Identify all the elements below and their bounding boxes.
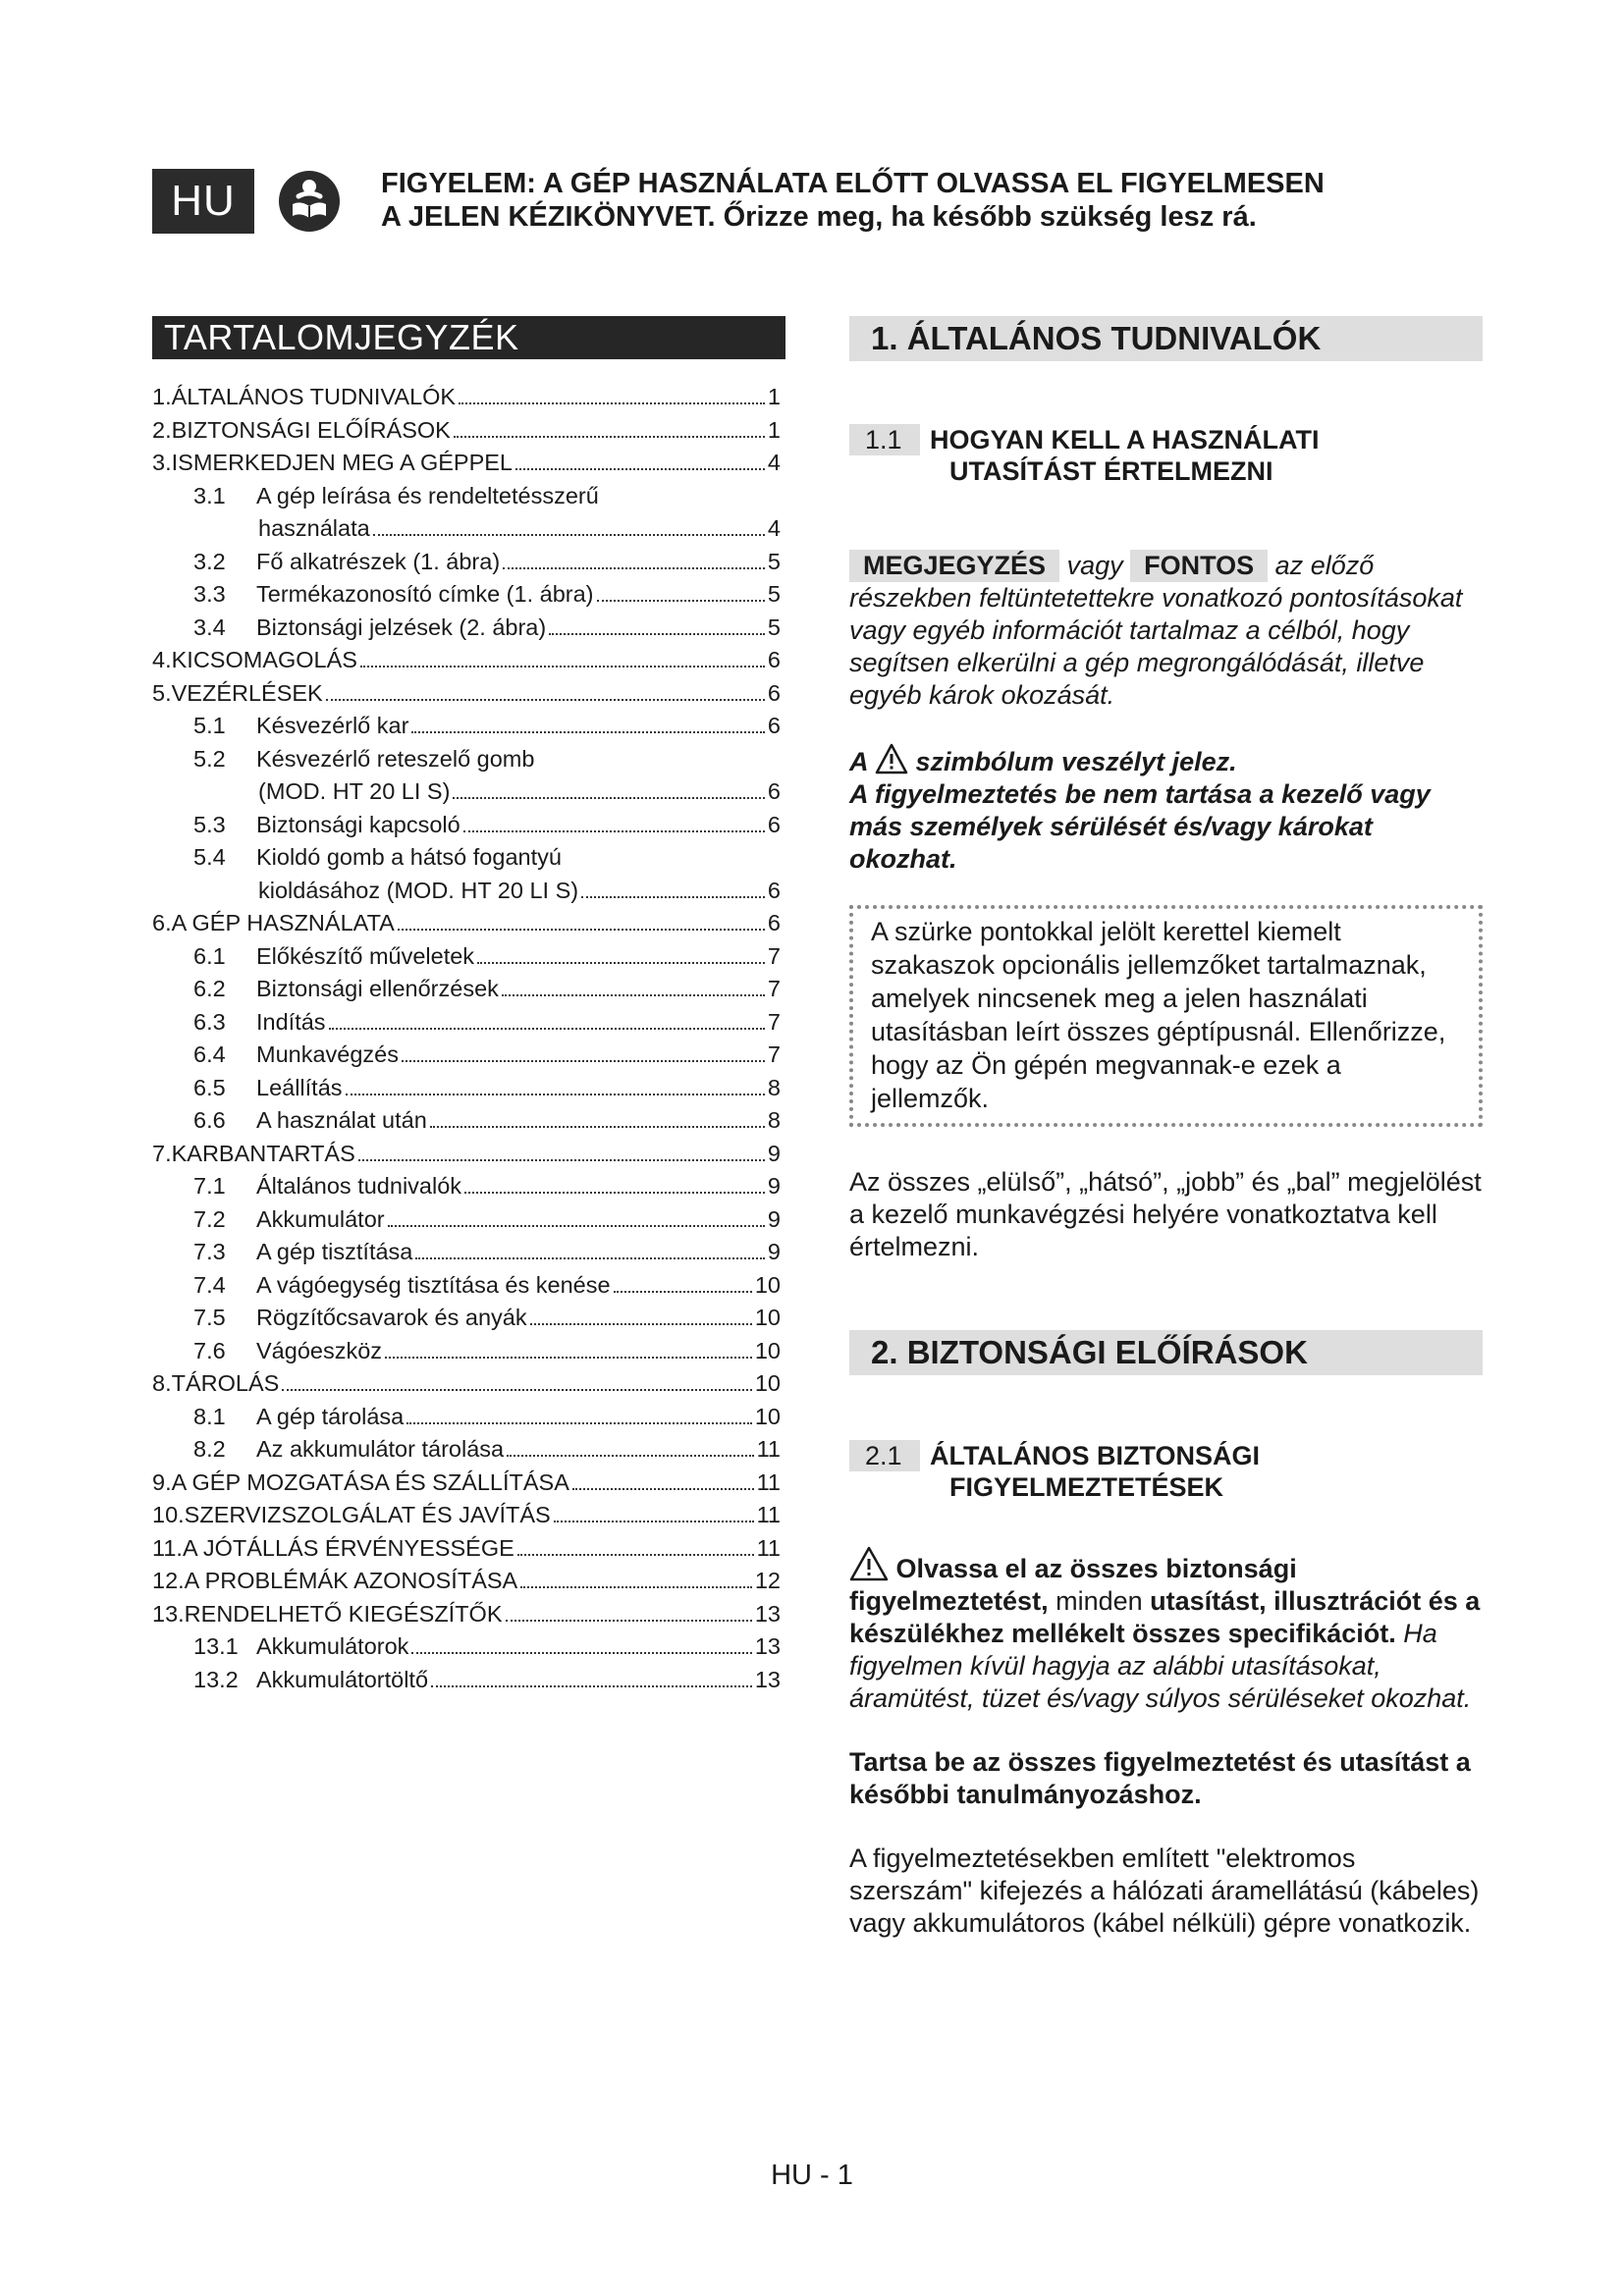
toc-label: A GÉP HASZNÁLATA [171, 910, 395, 935]
toc-label: VEZÉRLÉSEK [171, 679, 323, 706]
toc-row [152, 1138, 781, 1171]
toc-row [152, 1203, 781, 1237]
toc-leader-dots [398, 929, 765, 931]
toc-row [152, 1630, 781, 1664]
toc-page-number: 13 [754, 1666, 781, 1692]
toc-row [152, 1532, 781, 1566]
toc-leader-dots [530, 1323, 752, 1325]
toc-row [152, 1433, 781, 1467]
toc-label: Biztonsági ellenőrzések [256, 976, 499, 1001]
toc-page-number: 8 [767, 1074, 781, 1100]
toc-number: 13. [152, 1600, 185, 1627]
toc-title: TARTALOMJEGYZÉK [152, 316, 785, 359]
toc-page-number: 6 [767, 811, 781, 837]
toc-number: 5.3 [193, 811, 226, 837]
toc-row [152, 1598, 781, 1631]
subsection-title-line-1: ÁLTALÁNOS BIZTONSÁGI [930, 1441, 1260, 1470]
warn-normal-1: minden [1048, 1586, 1151, 1616]
toc-leader-dots [502, 994, 765, 996]
toc-page-number: 9 [767, 1173, 781, 1199]
toc-row [152, 1335, 781, 1368]
toc-page-number: 6 [767, 679, 781, 706]
note-tag: MEGJEGYZÉS [849, 550, 1059, 582]
power-tool-paragraph: A figyelmeztetésekben említett "elektromos szerszám" kifejezés a hálózati áramellátású (kábeles) vagy akkumulátoros (kábel nélküli) gépre vonatkozik. [849, 1843, 1480, 1938]
toc-label: A gép tisztítása [256, 1239, 413, 1264]
toc-label: A vágóegység tisztítása és kenése [256, 1271, 611, 1298]
note-text: előző részekben feltüntetettekre vonatkozó pontosításokat vagy egyéb információt tartalmaz a célból, hogy segítsen elkerülni a gép megrongálódását, illetve egyéb károk okozását. [849, 551, 1463, 710]
safety-warning-paragraph [849, 1546, 1483, 1715]
toc-page-number: 12 [754, 1568, 781, 1593]
toc-row [152, 612, 781, 645]
toc-page-number: 11 [756, 1468, 781, 1495]
toc-number: 7.6 [193, 1337, 226, 1363]
toc-number: 1. [152, 384, 172, 409]
header-warning [381, 167, 1461, 234]
toc-row [152, 841, 781, 875]
toc-label: BIZTONSÁGI ELŐÍRÁSOK [171, 416, 451, 443]
toc-number: 7.4 [193, 1271, 226, 1298]
toc-page-number: 6 [767, 778, 781, 804]
toc-row [152, 677, 781, 711]
toc-label: Előkészítő műveletek [256, 942, 475, 969]
toc-row [152, 546, 781, 579]
toc-number: 7.1 [193, 1173, 226, 1199]
toc-number: 10. [152, 1502, 185, 1527]
warn-bold-1: Olvassa el az összes biztonsági figyelmeztetést, [849, 1554, 1297, 1616]
section-2-title: 2. BIZTONSÁGI ELŐÍRÁSOK [849, 1330, 1483, 1375]
toc-row [152, 973, 781, 1006]
toc-leader-dots [459, 402, 765, 404]
toc-leader-dots [554, 1521, 754, 1522]
section-1-title: 1. ÁLTALÁNOS TUDNIVALÓK [849, 316, 1483, 361]
warning-text: A figyelmeztetés be nem tartása a kezelő vagy más személyek sérülését és/vagy károkat okozhat. [849, 779, 1431, 874]
toc-label: Munkavégzés [256, 1041, 399, 1067]
toc-row [152, 1039, 781, 1072]
toc-number: 3.3 [193, 581, 226, 607]
toc-number: 3.1 [193, 482, 226, 508]
toc-label: használata [258, 515, 370, 541]
toc-number: 3. [152, 450, 172, 475]
toc-page-number: 10 [754, 1337, 781, 1363]
toc-number: 6.3 [193, 1008, 226, 1035]
warn-italic: Ha figyelmen kívül hagyja az alábbi utasításokat, áramütést, tüzet és/vagy súlyos sérüléseket okozhat. [849, 1619, 1472, 1713]
toc-row [152, 1170, 781, 1203]
direction-paragraph: Az összes „elülső”, „hátsó”, „jobb” és „bal” megjelölést a kezelő munkavégzési helyére vonatkoztatva kell értelmezni. [849, 1167, 1482, 1261]
toc-leader-dots [477, 962, 765, 964]
important-tag: FONTOS [1130, 550, 1268, 582]
toc-number: 7.2 [193, 1205, 226, 1232]
toc-label: KICSOMAGOLÁS [171, 647, 357, 672]
toc-row [152, 1467, 781, 1500]
header-line-1: FIGYELEM: A GÉP HASZNÁLATA ELŐTT OLVASSA EL FIGYELMESEN [381, 168, 1325, 199]
toc-row [152, 1072, 781, 1105]
toc-leader-dots [402, 1060, 765, 1062]
toc-page-number: 7 [767, 976, 781, 1001]
toc-page-number: 6 [767, 647, 781, 672]
subsection-title-line-2: UTASÍTÁST ÉRTELMEZNI [949, 456, 1273, 486]
toc-label: Kioldó gomb a hátsó fogantyú [256, 844, 562, 870]
toc-label: TÁROLÁS [171, 1370, 280, 1396]
vagy-text: vagy [1066, 551, 1123, 580]
toc-number: 7. [152, 1140, 172, 1166]
language-badge: HU [152, 169, 254, 234]
toc-label: ISMERKEDJEN MEG A GÉPPEL [171, 450, 513, 475]
toc-page-number: 1 [767, 384, 781, 409]
toc-label: A PROBLÉMÁK AZONOSÍTÁSA [184, 1568, 518, 1593]
toc-leader-dots [572, 1488, 754, 1490]
warn-bold-2: utasítást, illusztrációt és a készülékhez mellékelt összes specifikációt. [849, 1586, 1481, 1648]
toc-page-number: 9 [767, 1239, 781, 1264]
toc-leader-dots [581, 896, 765, 898]
toc-number: 12. [152, 1568, 185, 1593]
toc-row [152, 447, 781, 480]
toc-page-number: 11 [756, 1502, 781, 1527]
toc-page-number: 7 [767, 942, 781, 969]
toc-label: A használat után [256, 1107, 427, 1133]
toc-label: Fő alkatrészek (1. ábra) [256, 548, 501, 574]
toc-row [152, 1401, 781, 1434]
toc-row [152, 743, 781, 776]
optional-features-box [849, 905, 1483, 1127]
toc-page-number: 7 [767, 1041, 781, 1067]
optional-features-text: A szürke pontokkal jelölt kerettel kiemelt szakaszok opcionális jellemzőket tartalmaznak, amelyek nincsenek meg a jelen használati utasításban leírt összes géptípusnál. Ellenőrizze, hogy az Ön gépén megvannak-e ezek a jellemzők. [871, 917, 1446, 1113]
toc-row [152, 907, 781, 940]
toc-number: 2. [152, 416, 172, 443]
toc-leader-dots [360, 666, 765, 667]
toc-number: 6.5 [193, 1074, 226, 1100]
subsection-number: 2.1 [849, 1440, 920, 1471]
toc-row [152, 940, 781, 974]
toc-number: 5.2 [193, 745, 226, 772]
toc-page-number: 10 [754, 1305, 781, 1330]
toc-number: 6.6 [193, 1107, 226, 1133]
toc-label: Termékazonosító címke (1. ábra) [256, 581, 594, 607]
toc-row [152, 1104, 781, 1138]
toc-label: ÁLTALÁNOS TUDNIVALÓK [171, 384, 457, 409]
toc-row [152, 1236, 781, 1269]
toc-leader-dots [326, 699, 765, 701]
toc-label: Késvezérlő reteszelő gomb [256, 745, 535, 772]
toc-label: A gép tárolása [256, 1403, 405, 1429]
toc-number: 6.2 [193, 976, 226, 1001]
toc-leader-dots [503, 567, 765, 569]
toc-label: Vágóeszköz [256, 1337, 383, 1363]
toc-leader-dots [506, 1620, 752, 1622]
toc-number: 6.1 [193, 942, 226, 969]
toc-number: 7.3 [193, 1239, 226, 1264]
toc-number: 5.4 [193, 844, 226, 870]
toc-leader-dots [411, 1652, 751, 1654]
toc-leader-dots [431, 1685, 752, 1687]
toc-row [152, 775, 781, 809]
toc-label: Biztonsági jelzések (2. ábra) [256, 614, 547, 640]
right-column [849, 316, 1483, 1940]
toc-leader-dots [388, 1225, 765, 1227]
toc-page-number: 11 [756, 1436, 781, 1462]
toc-leader-dots [597, 600, 765, 602]
toc-label: (MOD. HT 20 LI S) [258, 778, 451, 804]
warning-symbol-text: szimbólum veszélyt jelez. [915, 747, 1237, 776]
toc-leader-dots [507, 1455, 754, 1457]
toc-row [152, 1499, 781, 1532]
toc-number: 8. [152, 1370, 172, 1396]
subsection-number: 1.1 [849, 424, 920, 455]
toc-leader-dots [358, 1159, 765, 1161]
toc-label: kioldásához (MOD. HT 20 LI S) [258, 877, 579, 903]
toc-row [152, 381, 781, 414]
toc-number: 8.1 [193, 1403, 226, 1429]
toc-row [152, 1367, 781, 1401]
toc-label: Akkumulátortöltő [256, 1666, 429, 1692]
toc-row [152, 578, 781, 612]
toc-number: 5. [152, 679, 172, 706]
toc-leader-dots [282, 1389, 752, 1391]
toc-label: KARBANTARTÁS [171, 1140, 355, 1166]
toc-number: 5.1 [193, 713, 226, 738]
toc-page-number: 10 [754, 1271, 781, 1298]
toc-row [152, 512, 781, 546]
toc-number: 13.1 [193, 1633, 239, 1659]
toc-row [152, 1565, 781, 1598]
toc-row [152, 875, 781, 908]
toc-leader-dots [415, 1257, 765, 1259]
toc-row [152, 1269, 781, 1303]
toc-row [152, 710, 781, 743]
toc-leader-dots [373, 534, 765, 536]
az-text: az [1274, 551, 1304, 580]
toc-label: Rögzítőcsavarok és anyák [256, 1305, 527, 1330]
subsection-title-line-2: FIGYELMEZTETÉSEK [949, 1472, 1224, 1502]
toc-leader-dots [520, 1586, 752, 1588]
read-manual-icon [277, 169, 342, 234]
toc-page-number: 5 [767, 548, 781, 574]
toc-row [152, 414, 781, 448]
toc-leader-dots [517, 1554, 754, 1556]
toc-leader-dots [453, 797, 764, 799]
toc-label: Akkumulátorok [256, 1633, 409, 1659]
toc-label: A GÉP MOZGATÁSA ÉS SZÁLLÍTÁSA [171, 1468, 569, 1495]
toc-label: Biztonsági kapcsoló [256, 811, 460, 837]
toc-number: 13.2 [193, 1666, 239, 1692]
header-line-2: A JELEN KÉZIKÖNYVET. Őrizze meg, ha később szükség lesz rá. [381, 201, 1257, 233]
toc-leader-dots [614, 1291, 752, 1293]
note-paragraph [849, 550, 1483, 712]
toc-page-number: 9 [767, 1140, 781, 1166]
toc-page-number: 9 [767, 1205, 781, 1232]
toc-leader-dots [463, 830, 765, 832]
toc-label: RENDELHETŐ KIEGÉSZÍTŐK [184, 1600, 503, 1627]
toc-label: Leállítás [256, 1074, 343, 1100]
table-of-contents [152, 381, 781, 1696]
toc-row [152, 480, 781, 513]
toc-number: 7.5 [193, 1305, 226, 1330]
subsection-title-line-1: HOGYAN KELL A HASZNÁLATI [930, 425, 1320, 454]
warning-a: A [849, 747, 868, 776]
toc-page-number: 8 [767, 1107, 781, 1133]
toc-number: 11. [152, 1534, 183, 1561]
toc-leader-dots [430, 1126, 765, 1128]
toc-page-number: 4 [767, 450, 781, 475]
toc-page-number: 13 [754, 1633, 781, 1659]
toc-row [152, 1302, 781, 1335]
toc-page-number: 6 [767, 910, 781, 935]
toc-leader-dots [346, 1094, 765, 1095]
toc-number: 3.4 [193, 614, 226, 640]
toc-label: A gép leírása és rendeltetésszerű [256, 482, 599, 508]
toc-page-number: 5 [767, 581, 781, 607]
warning-paragraph [849, 743, 1483, 876]
toc-leader-dots [385, 1357, 752, 1359]
toc-page-number: 1 [767, 416, 781, 443]
toc-leader-dots [515, 468, 765, 470]
toc-number: 6. [152, 910, 172, 935]
toc-page-number: 10 [754, 1403, 781, 1429]
page-number: HU - 1 [771, 2160, 853, 2191]
toc-row [152, 1664, 781, 1697]
toc-number: 9. [152, 1468, 172, 1495]
warning-triangle-icon [849, 1546, 889, 1581]
toc-number: 8.2 [193, 1436, 226, 1462]
toc-label: Az akkumulátor tárolása [256, 1436, 505, 1462]
toc-page-number: 4 [767, 515, 781, 541]
toc-page-number: 5 [767, 614, 781, 640]
toc-leader-dots [411, 731, 764, 733]
toc-leader-dots [329, 1028, 765, 1030]
toc-label: A JÓTÁLLÁS ÉRVÉNYESSÉGE [182, 1534, 514, 1561]
toc-page-number: 6 [767, 713, 781, 738]
toc-number: 4. [152, 647, 172, 672]
toc-page-number: 6 [767, 877, 781, 903]
toc-row [152, 809, 781, 842]
toc-label: Általános tudnivalók [256, 1173, 462, 1199]
toc-number: 3.2 [193, 548, 226, 574]
toc-label: SZERVIZSZOLGÁLAT ÉS JAVÍTÁS [184, 1502, 551, 1527]
toc-page-number: 13 [754, 1600, 781, 1627]
toc-label: Késvezérlő kar [256, 713, 409, 738]
toc-leader-dots [549, 633, 765, 635]
toc-row [152, 644, 781, 677]
toc-leader-dots [454, 436, 765, 438]
toc-page-number: 10 [754, 1370, 781, 1396]
toc-row [152, 1006, 781, 1040]
toc-number: 6.4 [193, 1041, 226, 1067]
keep-instructions-paragraph: Tartsa be az összes figyelmeztetést és utasítást a későbbi tanulmányozáshoz. [849, 1747, 1471, 1809]
toc-leader-dots [406, 1422, 752, 1424]
toc-page-number: 11 [756, 1534, 781, 1561]
toc-leader-dots [464, 1192, 765, 1194]
subsection-2-1-title [849, 1440, 1483, 1503]
subsection-1-1-title [849, 424, 1483, 487]
toc-page-number: 7 [767, 1008, 781, 1035]
toc-label: Akkumulátor [256, 1205, 385, 1232]
toc-label: Indítás [256, 1008, 326, 1035]
warning-triangle-icon [875, 743, 908, 774]
